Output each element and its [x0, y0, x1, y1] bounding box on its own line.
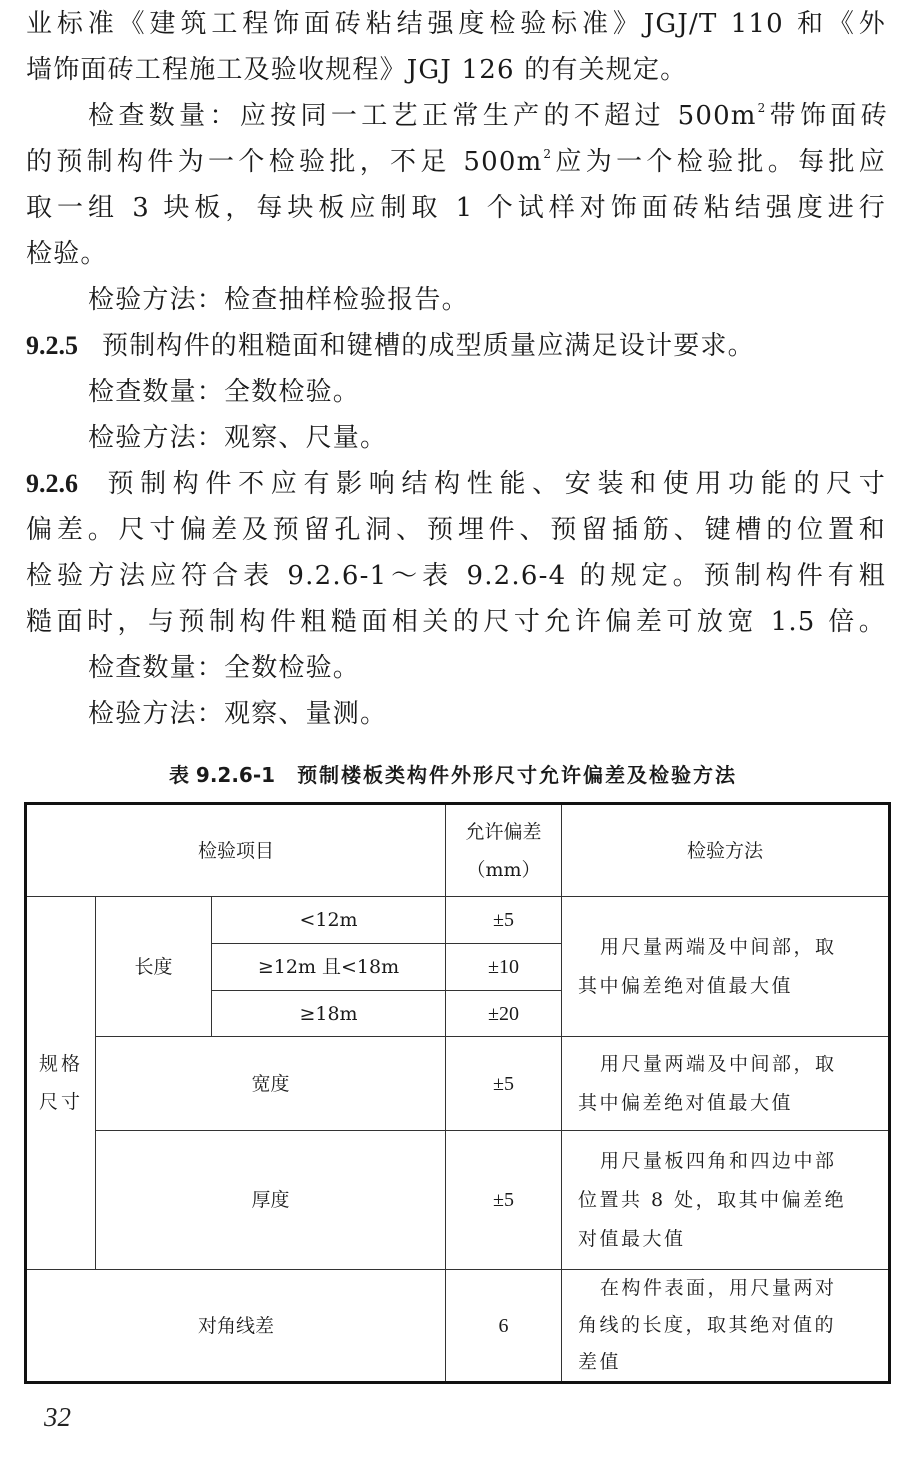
item-thickness: 厚度: [96, 1131, 446, 1270]
header-inspection-item: 检验项目: [26, 804, 446, 897]
table-row: [26, 1037, 890, 1131]
length-condition: <12m: [212, 897, 446, 944]
table-row: [26, 1131, 890, 1270]
table-header-row: [26, 804, 890, 897]
header-tolerance-label: 允许偏差: [465, 820, 542, 843]
check-method-line: 检验方法：检查抽样检验报告。: [88, 285, 469, 315]
diagonal-tolerance: 6: [446, 1270, 562, 1383]
clause-9-2-6: [26, 461, 886, 507]
diagonal-method: [562, 1270, 890, 1383]
clause-number: 9.2.6: [26, 469, 78, 498]
length-condition: ≥18m: [212, 991, 446, 1037]
method-line: 位置共 8 处，取其中偏差绝: [578, 1188, 847, 1211]
group-label-line: 尺寸: [38, 1091, 83, 1113]
paragraph-line: 取一组 3 块板，每块板应制取 1 个试样对饰面砖粘结强度进行: [26, 193, 886, 223]
page-number: 32: [44, 1402, 71, 1432]
header-inspection-method: 检验方法: [562, 804, 890, 897]
thickness-method: [562, 1131, 890, 1270]
item-length: 长度: [96, 897, 212, 1037]
check-method-line: 检验方法：观察、尺量。: [88, 423, 388, 453]
method-line: 差值: [578, 1351, 622, 1373]
header-tolerance-unit: （mm）: [466, 858, 541, 881]
clause-text: 预制构件不应有影响结构性能、安装和使用功能的尺寸: [102, 469, 886, 499]
clause-number: 9.2.5: [26, 331, 78, 360]
item-diagonal: 对角线差: [26, 1270, 446, 1383]
text-fragment: 检查数量：应按同一工艺正常生产的不超过 500m: [88, 101, 757, 131]
table-row: [26, 897, 890, 944]
check-quantity-line: 检查数量：全数检验。: [88, 653, 361, 683]
method-line: 在构件表面，用尺量两对: [600, 1277, 837, 1299]
table-row: [26, 1270, 890, 1383]
thickness-tolerance: ±5: [446, 1131, 562, 1270]
paragraph-line: 检验方法应符合表 9.2.6-1～表 9.2.6-4 的规定。预制构件有粗: [26, 561, 886, 591]
clause-9-2-5: [26, 323, 886, 369]
paragraph-line: 偏差。尺寸偏差及预留孔洞、预埋件、预留插筋、键槽的位置和: [26, 515, 886, 545]
paragraph-line: 糙面时，与预制构件粗糙面相关的尺寸允许偏差可放宽 1.5 倍。: [26, 607, 886, 637]
group-label-spec-size: [26, 897, 96, 1270]
text-fragment: 应为一个检验批。每批应: [552, 147, 886, 177]
length-tolerance: ±20: [446, 991, 562, 1037]
length-tolerance: ±10: [446, 944, 562, 991]
length-condition: ≥12m 且<18m: [212, 944, 446, 991]
length-method: [562, 897, 890, 1037]
text-fragment: 的预制构件为一个检验批，不足 500m: [26, 147, 543, 177]
method-line: 其中偏差绝对值最大值: [578, 974, 794, 997]
paragraph-line: 检验。: [26, 239, 108, 269]
paragraph-line: 业标准《建筑工程饰面砖粘结强度检验标准》JGJ/T 110 和《外: [26, 9, 886, 39]
method-line: 对值最大值: [578, 1227, 686, 1250]
method-line: 角线的长度，取其绝对值的: [578, 1314, 837, 1336]
item-width: 宽度: [96, 1037, 446, 1131]
text-fragment: 带饰面砖: [766, 101, 888, 131]
table-caption: [0, 755, 906, 795]
superscript: 2: [543, 147, 553, 161]
method-line: 用尺量两端及中间部，取: [600, 1052, 837, 1075]
length-tolerance: ±5: [446, 897, 562, 944]
table-number: 表 9.2.6-1: [168, 763, 276, 787]
check-method-line: 检验方法：观察、量测。: [88, 699, 388, 729]
superscript: 2: [757, 101, 767, 115]
method-line: 用尺量两端及中间部，取: [600, 935, 837, 958]
header-tolerance: [446, 804, 562, 897]
check-quantity-line: 检查数量：全数检验。: [88, 377, 361, 407]
paragraph-line: 墙饰面砖工程施工及验收规程》JGJ 126 的有关规定。: [26, 55, 688, 85]
method-line: 用尺量板四角和四边中部: [600, 1149, 837, 1172]
table-title: 预制楼板类构件外形尺寸允许偏差及检验方法: [297, 763, 738, 787]
paragraph-line: [26, 139, 886, 185]
group-label-line: 规格: [38, 1053, 83, 1075]
width-tolerance: ±5: [446, 1037, 562, 1131]
width-method: [562, 1037, 890, 1131]
check-quantity-line: [88, 93, 888, 139]
clause-text: 预制构件的粗糙面和键槽的成型质量应满足设计要求。: [102, 331, 755, 361]
method-line: 其中偏差绝对值最大值: [578, 1091, 794, 1114]
tolerance-table: [24, 802, 891, 1384]
